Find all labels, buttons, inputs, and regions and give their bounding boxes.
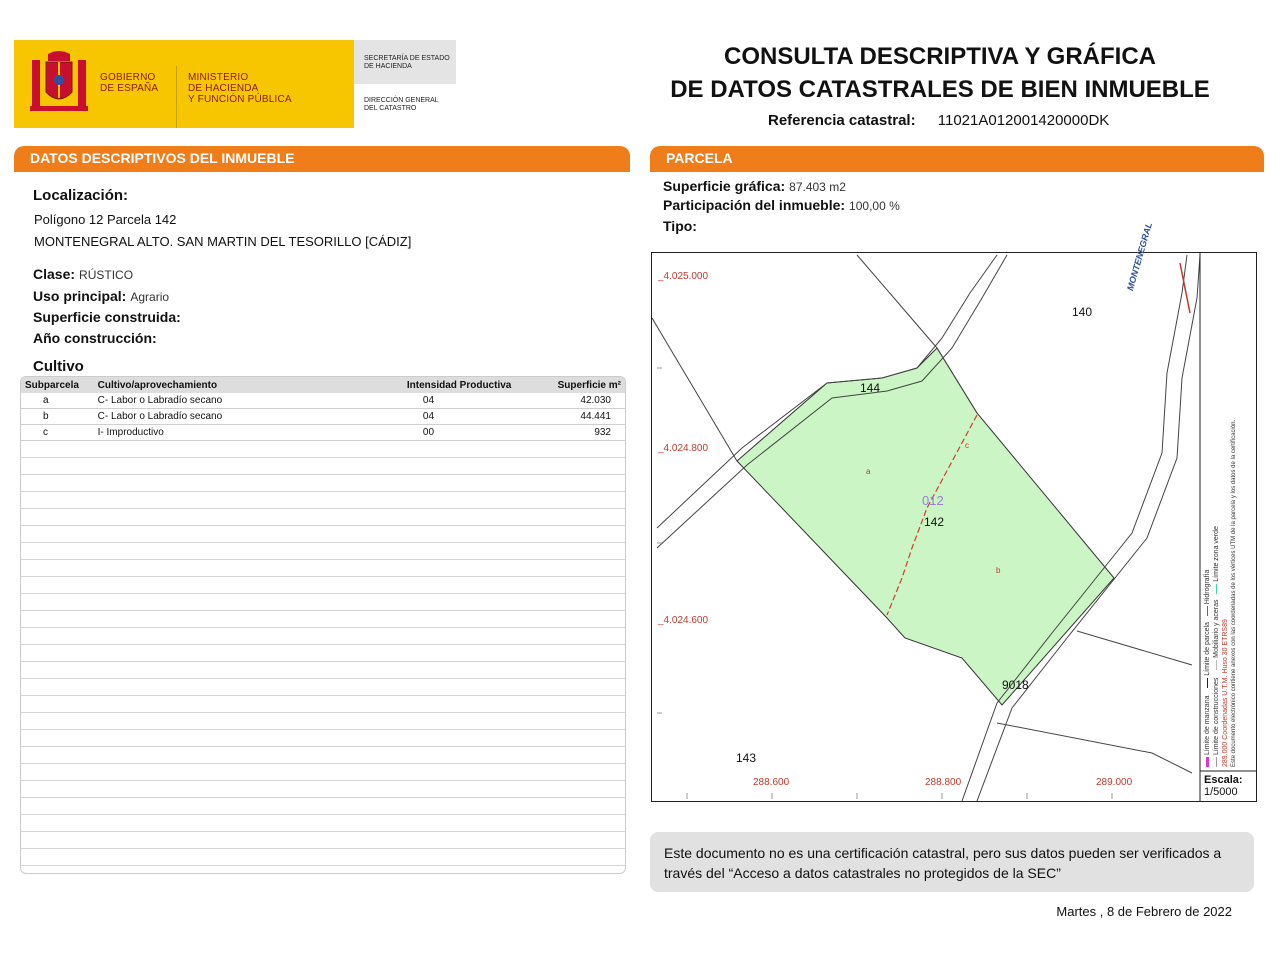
- empty-row: [21, 509, 625, 526]
- y-label-4025000: _4.025.000: [658, 271, 709, 282]
- ministerio-text: MINISTERIO DE HACIENDA Y FUNCIÓN PÚBLICA: [188, 72, 292, 105]
- empty-row: [21, 815, 625, 832]
- boundary-5: [997, 723, 1192, 773]
- empty-row: [21, 611, 625, 628]
- empty-row: [21, 747, 625, 764]
- cultivo-table-box: [20, 376, 626, 874]
- logo-divider: [176, 66, 177, 128]
- empty-row: [21, 832, 625, 849]
- empty-row: [21, 526, 625, 543]
- localizacion-line1: Polígono 12 Parcela 142: [34, 212, 177, 227]
- document-date: Martes , 8 de Febrero de 2022: [1056, 904, 1232, 919]
- empty-row: [21, 798, 625, 815]
- empty-row: [21, 458, 625, 475]
- right-header-rule: [650, 170, 1264, 172]
- uso-row: Uso principal: Agrario: [33, 288, 170, 304]
- col-subparcela: Subparcela: [21, 377, 94, 393]
- empty-row: [21, 594, 625, 611]
- referencia-catastral: [768, 112, 1109, 129]
- escala-label: Escala:: [1204, 774, 1243, 786]
- parcel-140-label: 140: [1072, 305, 1093, 319]
- localizacion-label: Localización:: [33, 187, 129, 204]
- datos-descriptivos-header: DATOS DESCRIPTIVOS DEL INMUEBLE: [14, 146, 630, 170]
- subparcel-a-label: a: [866, 467, 871, 476]
- col-cultivo: Cultivo/aprovechamiento: [94, 377, 403, 393]
- y-label-4024800: _4.024.800: [658, 443, 709, 454]
- direccion-text: DIRECCIÓN GENERAL DEL CATASTRO: [364, 97, 439, 112]
- empty-row: [21, 730, 625, 747]
- table-row: c I- Improductivo 00 932: [21, 425, 625, 441]
- secretaria-block: [354, 40, 456, 128]
- col-superficie: Superficie m²: [534, 377, 625, 393]
- participacion-row: Participación del inmueble: 100,00 %: [663, 197, 900, 213]
- y-label-4024600: _4.024.600: [658, 615, 709, 626]
- ref-value: 11021A012001420000DK: [937, 112, 1110, 129]
- parcel-143-label: 143: [736, 751, 757, 765]
- page-title: CONSULTA DESCRIPTIVA Y GRÁFICA DE DATOS CATASTRALES DE BIEN INMUEBLE: [670, 43, 1210, 103]
- disclaimer-box: Este documento no es una certificación catastral, pero sus datos pueden ser verificados a través del “Acceso a datos catastrales no protegidos de la SEC”: [650, 832, 1254, 892]
- cultivo-label: Cultivo: [33, 358, 84, 375]
- empty-row: [21, 849, 625, 866]
- map-legend: Límite de manzana Límite de parcela Hidrografía Límite de construcciones Mobiliario y aceras Límite zona verde 289.000 Coordenadas U.T.M. Huso 30 ETRS89 Este documento electrónico contiene anexos con las coordenadas de los vértices UTM de la parcela y los datos de la certificación.: [1204, 419, 1237, 767]
- empty-row: [21, 764, 625, 781]
- tipo-label: Tipo:: [663, 218, 697, 234]
- x-label-288600: 288.600: [753, 777, 790, 788]
- montenegral-label: MONTENEGRAL: [1125, 221, 1155, 292]
- col-intensidad: Intensidad Productiva: [403, 377, 534, 393]
- empty-row: [21, 560, 625, 577]
- empty-row: [21, 662, 625, 679]
- boundary-2: [857, 255, 937, 348]
- clase-row: Clase: RÚSTICO: [33, 266, 134, 282]
- empty-row: [21, 645, 625, 662]
- parcel-9018-label: 9018: [1002, 678, 1029, 692]
- empty-row: [21, 543, 625, 560]
- localizacion-line2: MONTENEGRAL ALTO. SAN MARTIN DEL TESORILLO [CÁDIZ]: [34, 234, 412, 249]
- boundary-4: [1077, 631, 1192, 665]
- superficie-grafica-row: Superficie gráfica: 87.403 m2: [663, 178, 846, 194]
- boundary-1: [652, 318, 737, 461]
- empty-row: [21, 475, 625, 492]
- gobierno-text: GOBIERNO DE ESPAÑA: [100, 72, 159, 94]
- cultivo-table: [21, 377, 625, 441]
- x-label-288800: 288.800: [925, 777, 962, 788]
- parcel-144-label: 144: [860, 381, 881, 395]
- escala-value: 1/5000: [1204, 786, 1238, 798]
- empty-row: [21, 679, 625, 696]
- poly-code-label: 012: [922, 493, 944, 508]
- empty-row: [21, 866, 625, 874]
- table-row: a C- Labor o Labradío secano 04 42.030: [21, 393, 625, 409]
- subparcel-b-label: b: [996, 566, 1001, 575]
- empty-row: [21, 492, 625, 509]
- ref-label: Referencia catastral:: [768, 112, 916, 129]
- empty-row: [21, 628, 625, 645]
- empty-row: [21, 577, 625, 594]
- empty-row: [21, 713, 625, 730]
- x-label-289000: 289.000: [1096, 777, 1133, 788]
- empty-row: [21, 781, 625, 798]
- anio-construccion-label: Año construcción:: [33, 330, 157, 346]
- left-header-rule: [14, 170, 630, 172]
- empty-table-rows: [21, 441, 625, 874]
- superficie-construida-label: Superficie construida:: [33, 309, 181, 325]
- government-logo-band: [14, 40, 354, 128]
- parcela-header: PARCELA: [650, 146, 1264, 170]
- empty-row: [21, 696, 625, 713]
- empty-row: [21, 441, 625, 458]
- table-row: b C- Labor o Labradío secano 04 44.441: [21, 409, 625, 425]
- map-canvas: [652, 253, 1256, 801]
- parcel-142-label: 142: [924, 515, 945, 529]
- subparcel-c-label: c: [965, 441, 969, 450]
- coat-of-arms-icon: [28, 50, 90, 118]
- secretaria-text: SECRETARÍA DE ESTADO DE HACIENDA: [364, 55, 450, 70]
